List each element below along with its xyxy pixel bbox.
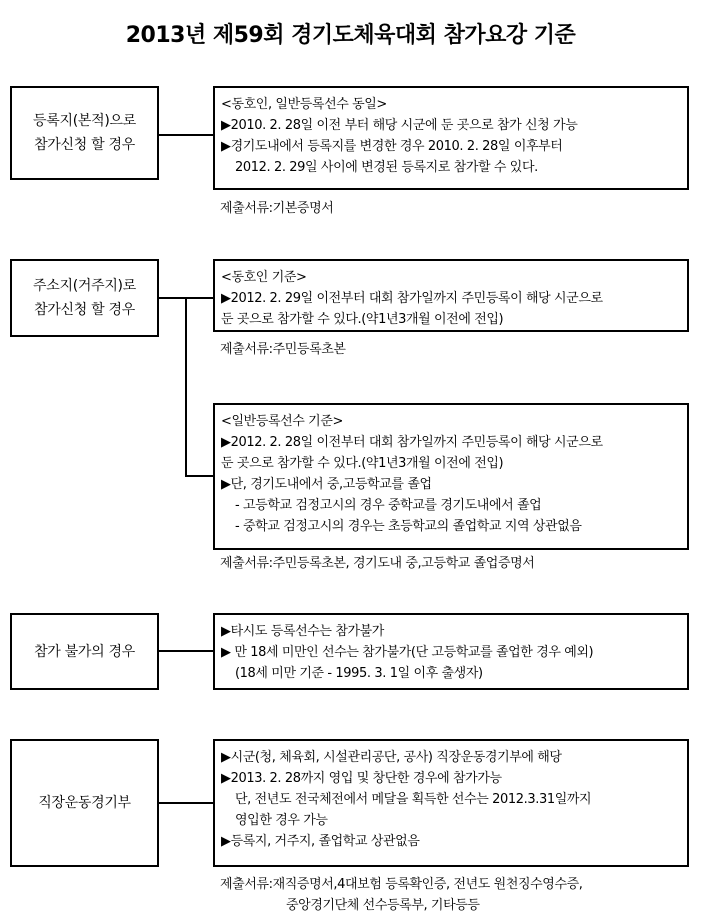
detail-line: <동호인 기준> bbox=[221, 270, 307, 285]
connector-line-3 bbox=[159, 650, 213, 652]
required-documents-4-line-1: 제출서류:재직증명서,4대보험 등록확인증, 전년도 원천징수영수증, bbox=[220, 877, 583, 892]
workplace-team-label-box bbox=[10, 739, 159, 867]
detail-line: 둔 곳으로 참가할 수 있다.(약1년3개월 이전에 전입) bbox=[221, 312, 504, 327]
registration-basis-label-line-1: 등록지(본적)으로 bbox=[33, 113, 136, 129]
residence-basis-label-line-1: 주소지(거주지)로 bbox=[33, 278, 136, 294]
registration-basis-label-line-2: 참가신청 할 경우 bbox=[34, 137, 135, 153]
detail-line: (18세 미만 기준 - 1995. 3. 1일 이후 출생자) bbox=[235, 666, 483, 681]
workplace-team-label: 직장운동경기부 bbox=[38, 795, 131, 811]
detail-line: ▶타시도 등록선수는 참가불가 bbox=[221, 624, 384, 639]
workplace-team-detail-box bbox=[213, 739, 689, 867]
registered-athlete-criteria-box bbox=[213, 403, 689, 550]
required-documents-2b: 제출서류:주민등록초본, 경기도내 중,고등학교 졸업증명서 bbox=[220, 556, 535, 571]
detail-line: 영입한 경우 가능 bbox=[235, 813, 328, 828]
detail-line: ▶ 만 18세 미만인 선수는 참가불가(단 고등학교를 졸업한 경우 예외) bbox=[221, 645, 594, 660]
detail-line: 2012. 2. 29일 사이에 변경된 등록지로 참가할 수 있다. bbox=[235, 160, 538, 175]
detail-line: ▶2010. 2. 28일 이전 부터 해당 시군에 둔 곳으로 참가 신청 가능 bbox=[221, 118, 578, 133]
page-title: 2013년 제59회 경기도체육대회 참가요강 기준 bbox=[125, 23, 576, 48]
detail-line: - 고등학교 검정고시의 경우 중학교를 경기도내에서 졸업 bbox=[235, 498, 542, 513]
required-documents-2a: 제출서류:주민등록초본 bbox=[220, 342, 346, 357]
detail-line: 단, 전년도 전국체전에서 메달을 획득한 선수는 2012.3.31일까지 bbox=[235, 792, 592, 807]
detail-line: <일반등록선수 기준> bbox=[221, 414, 343, 429]
registration-basis-detail-box bbox=[213, 86, 689, 190]
detail-line: - 중학교 검정고시의 경우는 초등학교의 졸업학교 지역 상관없음 bbox=[235, 519, 582, 534]
residence-basis-label-box bbox=[10, 259, 159, 337]
connector-line-2-vertical bbox=[185, 297, 187, 477]
connector-line-1 bbox=[159, 134, 213, 136]
required-documents-1: 제출서류:기본증명서 bbox=[220, 201, 334, 216]
connector-line-2b bbox=[185, 475, 213, 477]
detail-line: ▶2012. 2. 28일 이전부터 대회 참가일까지 주민등록이 해당 시군으로 bbox=[221, 435, 603, 450]
detail-line: ▶경기도내에서 등록지를 변경한 경우 2010. 2. 28일 이후부터 bbox=[221, 139, 563, 154]
detail-line: ▶2013. 2. 28까지 영입 및 창단한 경우에 참가가능 bbox=[221, 771, 502, 786]
detail-line: ▶2012. 2. 29일 이전부터 대회 참가일까지 주민등록이 해당 시군으로 bbox=[221, 291, 603, 306]
detail-line: <동호인, 일반등록선수 동일> bbox=[221, 97, 387, 112]
detail-line: 둔 곳으로 참가할 수 있다.(약1년3개월 이전에 전입) bbox=[221, 456, 504, 471]
required-documents-4-line-2: 중앙경기단체 선수등록부, 기타등등 bbox=[286, 898, 480, 913]
ineligible-detail-box bbox=[213, 613, 689, 690]
club-member-criteria-box bbox=[213, 259, 689, 332]
detail-line: ▶시군(청, 체육회, 시설관리공단, 공사) 직장운동경기부에 해당 bbox=[221, 750, 562, 765]
detail-line: ▶단, 경기도내에서 중,고등학교를 졸업 bbox=[221, 477, 432, 492]
ineligible-label: 참가 불가의 경우 bbox=[34, 643, 135, 660]
registration-basis-label-box bbox=[10, 86, 159, 180]
ineligible-label-box bbox=[10, 613, 159, 690]
residence-basis-label-line-2: 참가신청 할 경우 bbox=[34, 302, 135, 318]
detail-line: ▶등록지, 거주지, 졸업학교 상관없음 bbox=[221, 834, 420, 849]
connector-line-4 bbox=[159, 802, 213, 804]
